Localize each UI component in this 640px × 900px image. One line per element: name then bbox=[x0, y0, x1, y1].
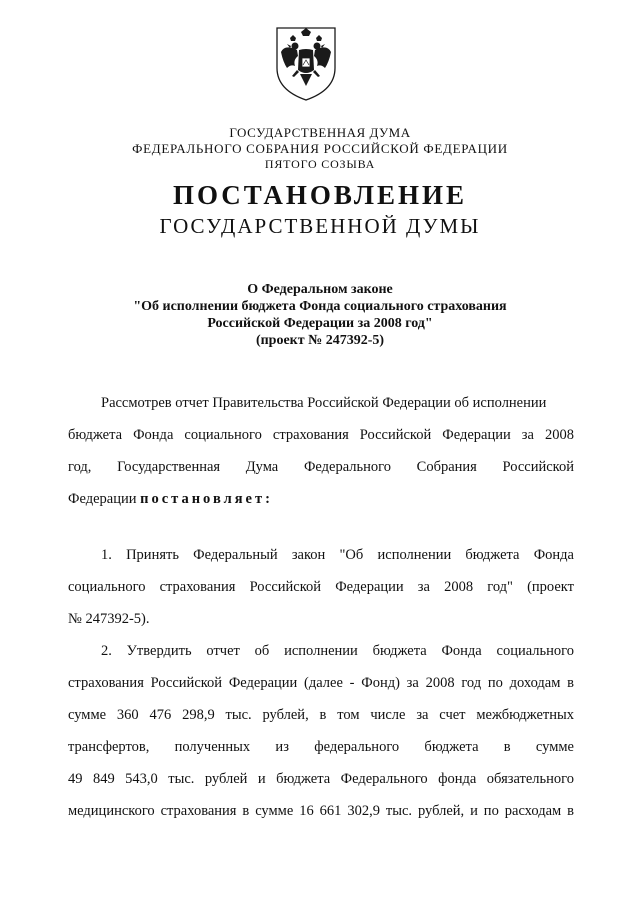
document-subtitle: ГОСУДАРСТВЕННОЙ ДУМЫ bbox=[159, 214, 481, 238]
paragraph-2-line-2: социального страхования Российской Федерации за 2008 год" (проект bbox=[68, 579, 574, 595]
paragraph-3-line-2: страхования Российской Федерации (далее - Фонд) за 2008 год по доходам в bbox=[68, 675, 574, 691]
header-line-2: ФЕДЕРАЛЬНОГО СОБРАНИЯ РОССИЙСКОЙ ФЕДЕРАЦИИ bbox=[132, 141, 508, 156]
paragraph-1-line-3: год, Государственная Дума Федерального Собрания Российской bbox=[68, 459, 574, 475]
double-headed-eagle-icon bbox=[273, 22, 339, 102]
paragraph-1-line-2: бюджета Фонда социального страхования Российской Федерации за 2008 bbox=[68, 427, 574, 443]
paragraph-3-line-3: сумме 360 476 298,9 тыс. рублей, в том числе за счет межбюджетных bbox=[68, 707, 574, 723]
header-line-1: ГОСУДАРСТВЕННАЯ ДУМА bbox=[229, 125, 411, 140]
header-line-3: ПЯТОГО СОЗЫВА bbox=[264, 157, 376, 171]
paragraph-3-line-6: медицинского страхования в сумме 16 661 302,9 тыс. рублей, и по расходам в bbox=[68, 803, 574, 819]
resolution-verb: постановляет: bbox=[140, 491, 273, 507]
document-title: ПОСТАНОВЛЕНИЕ bbox=[172, 180, 468, 210]
paragraph-1-line-4 bbox=[68, 490, 574, 508]
law-title-line-1: О Федеральном законе bbox=[247, 282, 393, 297]
paragraph-3-line-5: 49 849 543,0 тыс. рублей и бюджета Федерального фонда обязательного bbox=[68, 771, 574, 787]
paragraph-1-line-4-text: Федерации bbox=[68, 491, 141, 507]
paragraph-3-line-1: 2. Утвердить отчет об исполнении бюджета Фонда социального bbox=[101, 643, 574, 659]
law-title-line-4: (проект № 247392-5) bbox=[255, 333, 385, 348]
paragraph-1-line-1: Рассмотрев отчет Правительства Российской Федерации об исполнении bbox=[101, 395, 547, 411]
law-title-line-3: Российской Федерации за 2008 год" bbox=[207, 316, 433, 331]
paragraph-3-line-4: трансфертов, полученных из федерального бюджета в сумме bbox=[68, 739, 574, 755]
law-title-line-2: "Об исполнении бюджета Фонда социального страхования bbox=[133, 299, 507, 314]
paragraph-2-line-1: 1. Принять Федеральный закон "Об исполнении бюджета Фонда bbox=[101, 547, 574, 563]
paragraph-2-line-3: № 247392-5). bbox=[68, 611, 150, 627]
